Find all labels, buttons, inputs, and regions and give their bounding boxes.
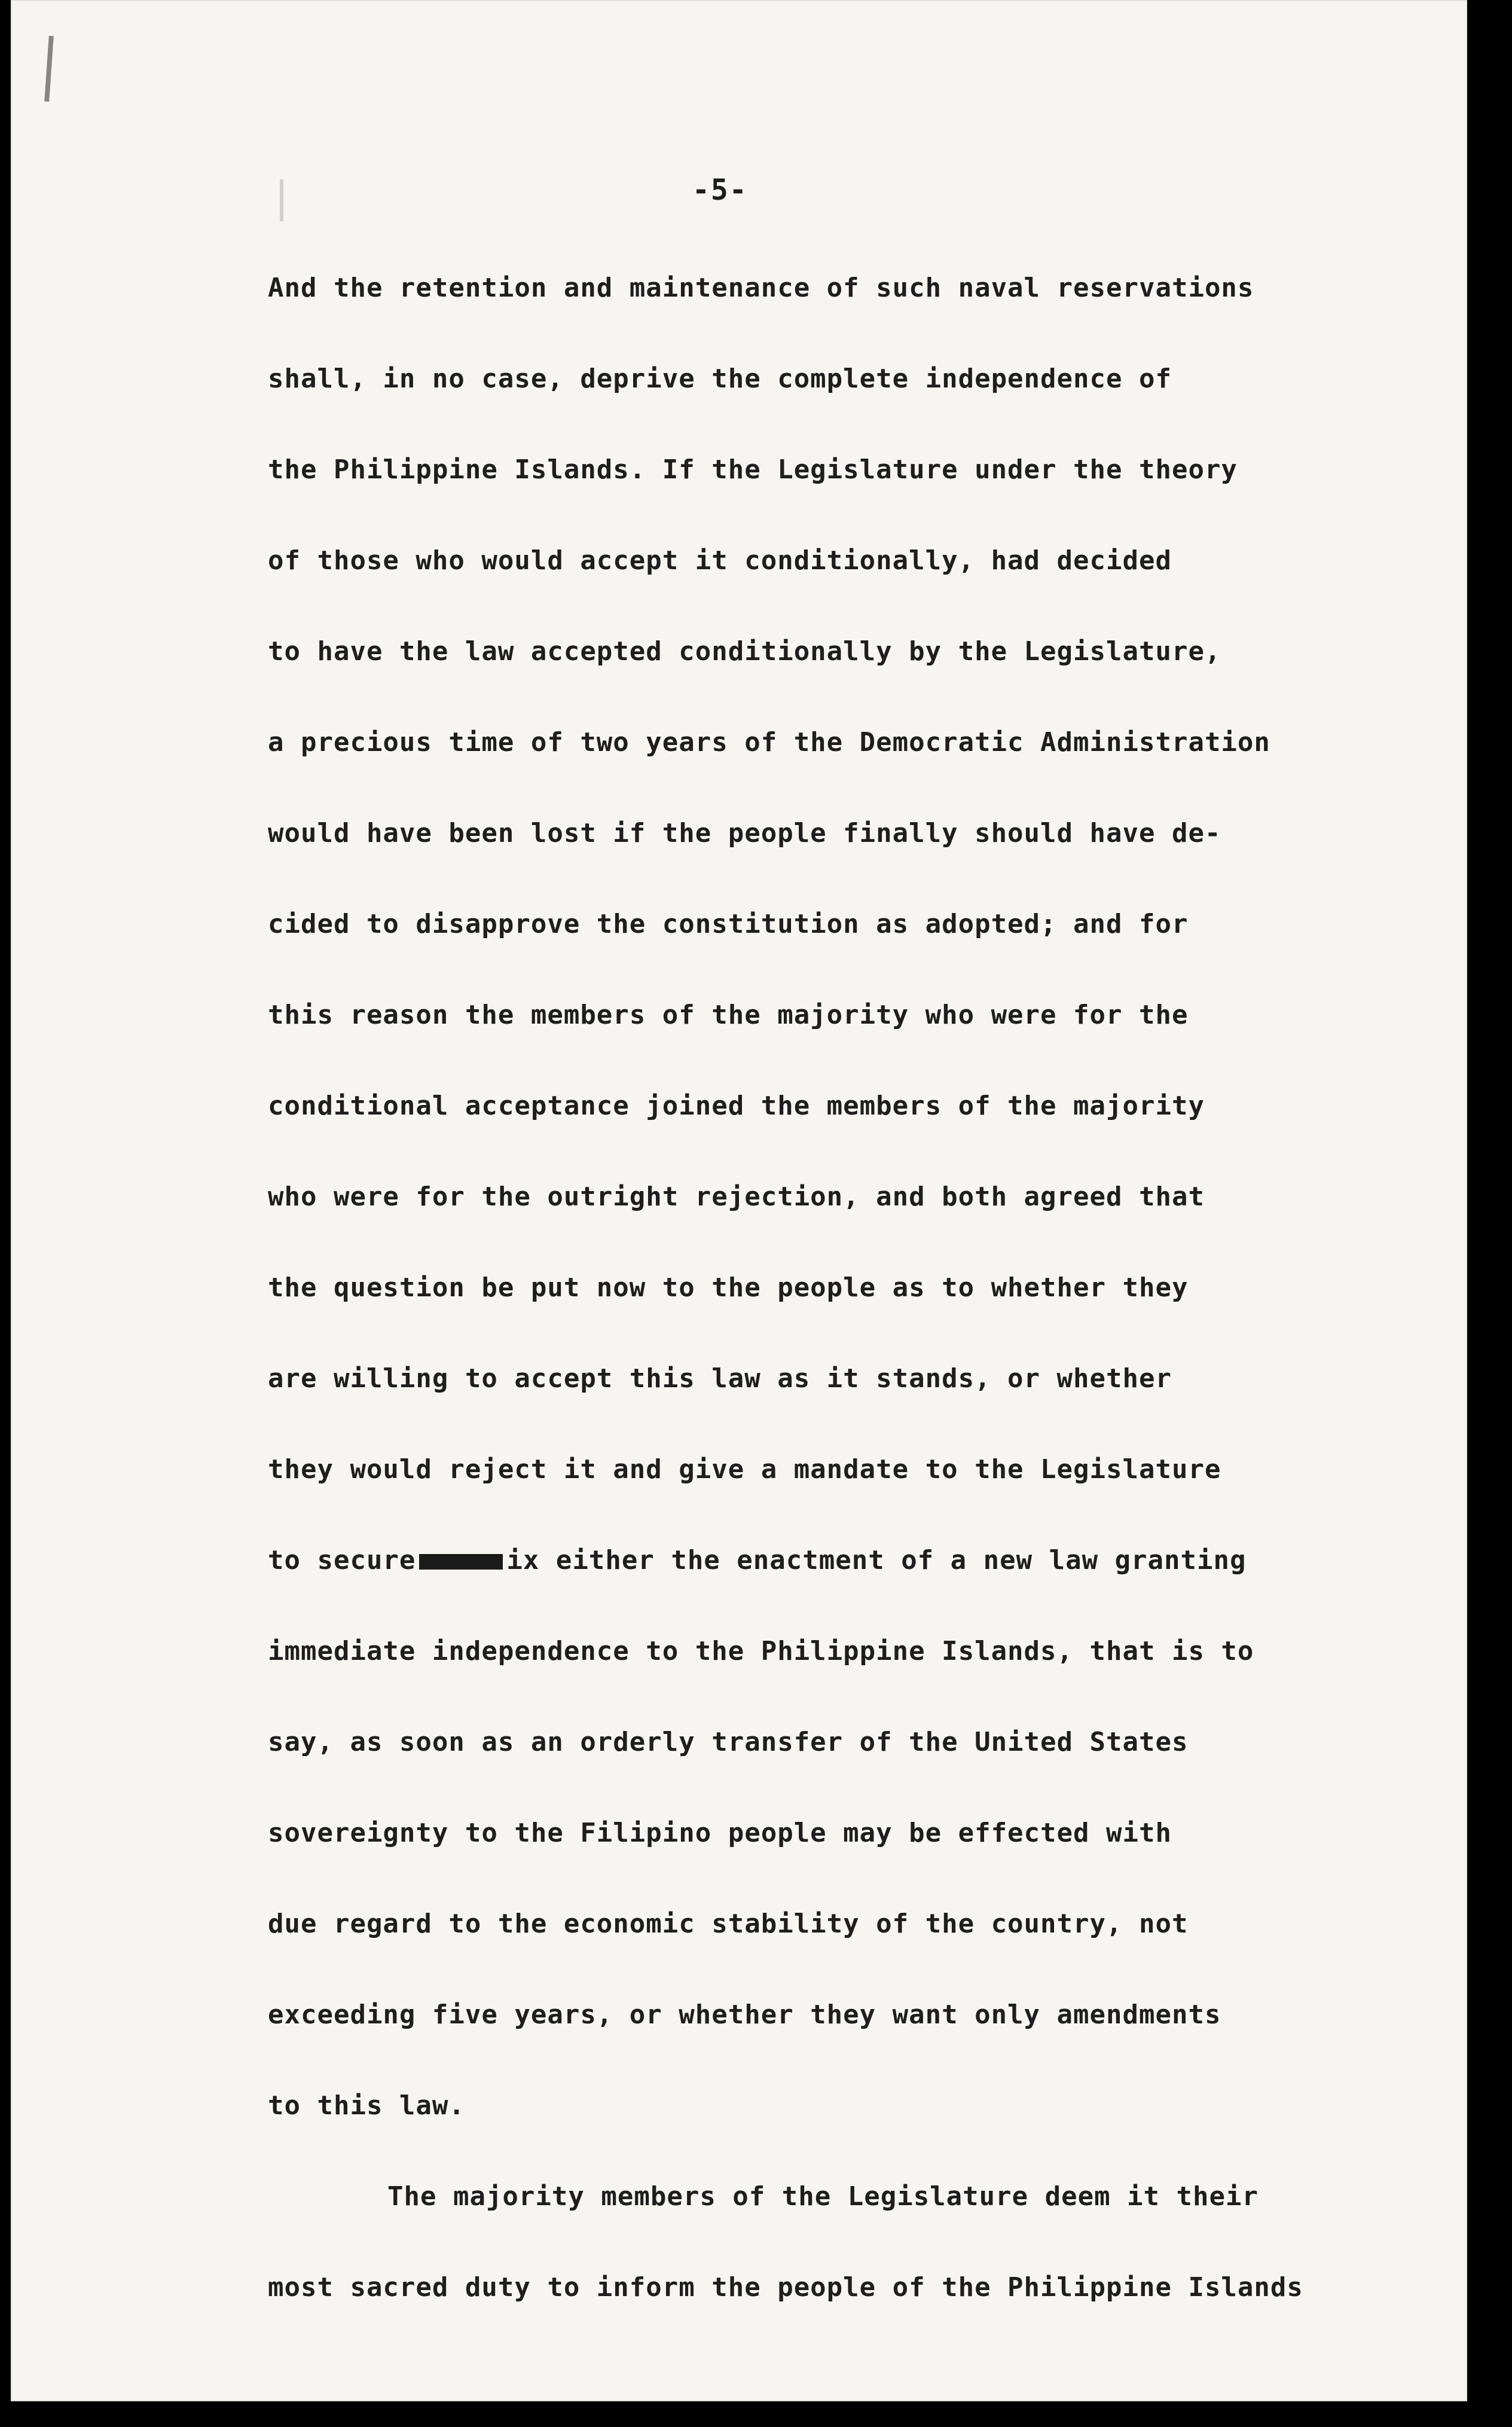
paragraph-start-line: The majority members of the Legislature deem it their (387, 2181, 1259, 2212)
text-line: due regard to the economic stability of the country, not (268, 1909, 1189, 1939)
text-line: cided to disapprove the constitution as adopted; and for (268, 909, 1189, 939)
text-line: shall, in no case, deprive the complete independence of (268, 364, 1172, 394)
text-line: sovereignty to the Filipino people may be effected with (268, 1818, 1172, 1848)
typed-over-strikeout (419, 1554, 503, 1570)
text-fragment: ix either the enactment of a new law granting (506, 1545, 1247, 1576)
text-line: this reason the members of the majority who were for the (268, 1000, 1189, 1030)
text-line: exceeding five years, or whether they want only amendments (268, 1999, 1221, 2030)
page-number: -5- (692, 173, 748, 207)
document-page (11, 0, 1467, 2401)
text-line: immediate independence to the Philippine Islands, that is to (268, 1636, 1254, 1666)
body-text (268, 270, 1458, 2361)
text-line: the Philippine Islands. If the Legislature under the theory (268, 454, 1238, 485)
text-line: conditional acceptance joined the members of the majority (268, 1091, 1205, 1121)
text-line-with-strikeout (268, 1543, 1458, 1634)
text-line: a precious time of two years of the Democratic Administration (268, 727, 1270, 758)
text-line: the question be put now to the people as to whether they (268, 1272, 1189, 1303)
text-line: to have the law accepted conditionally by the Legislature, (268, 636, 1221, 667)
text-line: of those who would accept it conditionally, had decided (268, 545, 1172, 576)
text-line: And the retention and maintenance of such naval reservations (268, 273, 1254, 303)
text-line: most sacred duty to inform the people of the Philippine Islands (268, 2272, 1303, 2303)
text-line: say, as soon as an orderly transfer of the United States (268, 1727, 1189, 1757)
text-line: would have been lost if the people finally should have de- (268, 818, 1221, 848)
text-line: to this law. (268, 2090, 465, 2121)
text-line: who were for the outright rejection, and both agreed that (268, 1182, 1205, 1212)
margin-mark (44, 36, 54, 102)
text-line: they would reject it and give a mandate to the Legislature (268, 1454, 1221, 1485)
text-fragment: to secure (268, 1545, 416, 1576)
text-line: are willing to accept this law as it stands, or whether (268, 1363, 1172, 1394)
faint-margin-mark (280, 179, 283, 221)
